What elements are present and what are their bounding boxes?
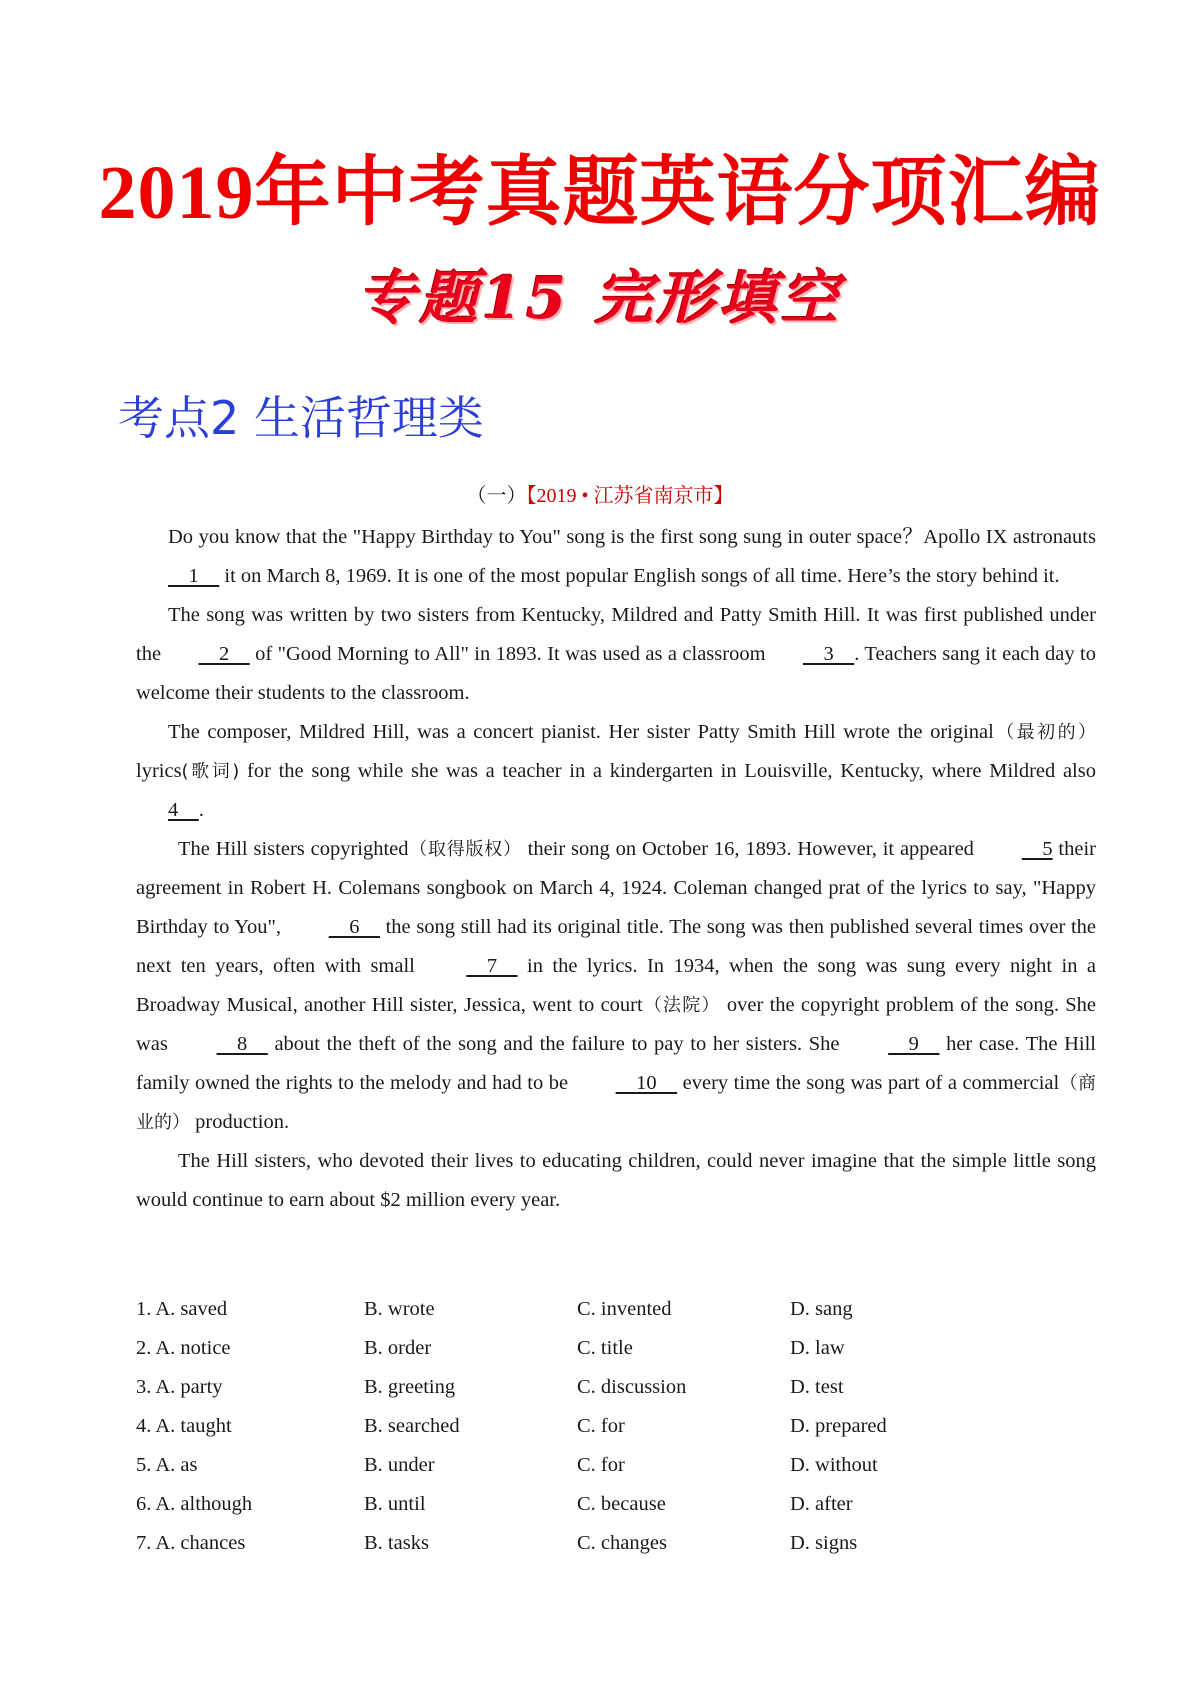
text-span: about the theft of the song and the failure to pay to her sisters. She [267,1033,847,1055]
text-span: lyrics [136,760,182,782]
blank-7: 7 [466,955,518,977]
blank-1: 1 [168,565,220,587]
text-span: The composer, Mildred Hill, was a concert pianist. Her sister Patty Smith Hill wrote the original [168,721,994,743]
option-a: 7. A. chances [136,1532,246,1554]
source-line [0,482,1200,510]
passage-source: 【2019 • 江苏省南京市】 [526,485,734,507]
option-d: D. after [790,1493,853,1515]
option-c: C. for [577,1415,625,1437]
text-span: her case. The Hill family owned the rights to the melody and had to be [136,1033,1096,1094]
blank-9: 9 [888,1033,940,1055]
option-c: C. discussion [577,1376,687,1398]
option-row [136,1446,1096,1485]
text-span: Do you know that the "Happy Birthday to You" song is the first song sung in outer space？Apollo IX astronauts [168,526,1096,548]
text-span: The Hill sisters, who devoted their lives to educating children, could never imagine that the simple little song would continue to earn about $2 million every year. [136,1150,1096,1211]
option-c: C. for [577,1454,625,1476]
option-b: B. tasks [364,1532,429,1554]
option-b: B. order [364,1337,432,1359]
chinese-gloss: （取得版权） [408,839,522,860]
paragraph-4 [136,830,1096,1142]
option-b: B. greeting [364,1376,456,1398]
chinese-gloss: （法院） [642,995,721,1016]
blank-3: 3 [802,643,855,665]
text-span: every time the song was part of a commercial [677,1072,1060,1094]
option-c: C. because [577,1493,666,1515]
sub-title: 专题15 完形填空 [357,264,843,332]
text-span: The song was written by two sisters from Kentucky, Mildred and Patty Smith Hill. It was first published under the [136,604,1096,665]
blank-5: 5 [1021,838,1053,860]
option-row [136,1368,1096,1407]
option-b: B. searched [364,1415,460,1437]
blank-6: 6 [328,916,380,938]
option-row [136,1485,1096,1524]
paragraph-3 [136,713,1096,830]
text-span: production. [190,1111,290,1133]
option-c: C. invented [577,1298,672,1320]
paragraph-2 [136,596,1096,713]
text-span: over the copyright problem of the song. She was [136,994,1097,1055]
option-a: 6. A. although [136,1493,253,1515]
main-title: 2019年中考真题英语分项汇编 [98,151,1102,235]
chinese-gloss: （商业的） [136,1073,1096,1133]
option-d: D. without [790,1454,878,1476]
option-d: D. prepared [790,1415,887,1437]
blank-4: 4 [168,799,199,821]
option-d: D. signs [790,1532,858,1554]
blank-8: 8 [216,1033,268,1055]
chinese-gloss: （最初的） [993,722,1097,743]
text-span: their agreement in Robert H. Colemans songbook on March 4, 1924. Coleman changed prat of the lyrics to say, "Happy Birthday to You", [136,838,1096,938]
section-title: 考点2 生活哲理类 [118,391,484,445]
text-span: it on March 8, 1969. It is one of the most popular English songs of all time. Here’s the story behind it. [219,565,1060,587]
option-d: D. test [790,1376,844,1398]
text-span: in the lyrics. In 1934, when the song was sung every night in a Broadway Musical, another Hill sister, Jessica, went to court [136,955,1096,1016]
text-span: for the song while she was a teacher in a kindergarten in Louisville, Kentucky, where Mildred also [239,760,1096,782]
text-span: the song still had its original title. The song was then published several times over the next ten years, often with small [136,916,1096,977]
text-span: . [198,799,204,821]
option-a: 1. A. saved [136,1298,228,1320]
option-b: B. under [364,1454,435,1476]
cloze-passage [136,518,1096,1220]
blank-2: 2 [198,643,250,665]
chinese-gloss: (歌词) [181,761,240,782]
text-span: The Hill sisters copyrighted [178,838,409,860]
paragraph-5 [136,1142,1096,1220]
option-b: B. wrote [364,1298,435,1320]
option-row [136,1407,1096,1446]
text-span: their song on October 16, 1893. However, it appeared [521,838,980,860]
option-a: 4. A. taught [136,1415,232,1437]
option-row [136,1524,1096,1563]
option-b: B. until [364,1493,426,1515]
blank-10: 10 [615,1072,678,1094]
option-a: 2. A. notice [136,1337,231,1359]
answer-options [136,1290,1096,1563]
passage-number: （一） [466,485,527,507]
option-row [136,1329,1096,1368]
text-span: of "Good Morning to All" in 1893. It was used as a classroom [249,643,771,665]
option-d: D. sang [790,1298,853,1320]
option-d: D. law [790,1337,845,1359]
text-span: . Teachers sang it each day to welcome their students to the classroom. [136,643,1097,704]
option-c: C. changes [577,1532,667,1554]
option-c: C. title [577,1337,633,1359]
option-a: 3. A. party [136,1376,223,1398]
paragraph-1 [136,518,1096,596]
option-a: 5. A. as [136,1454,198,1476]
option-row [136,1290,1096,1329]
